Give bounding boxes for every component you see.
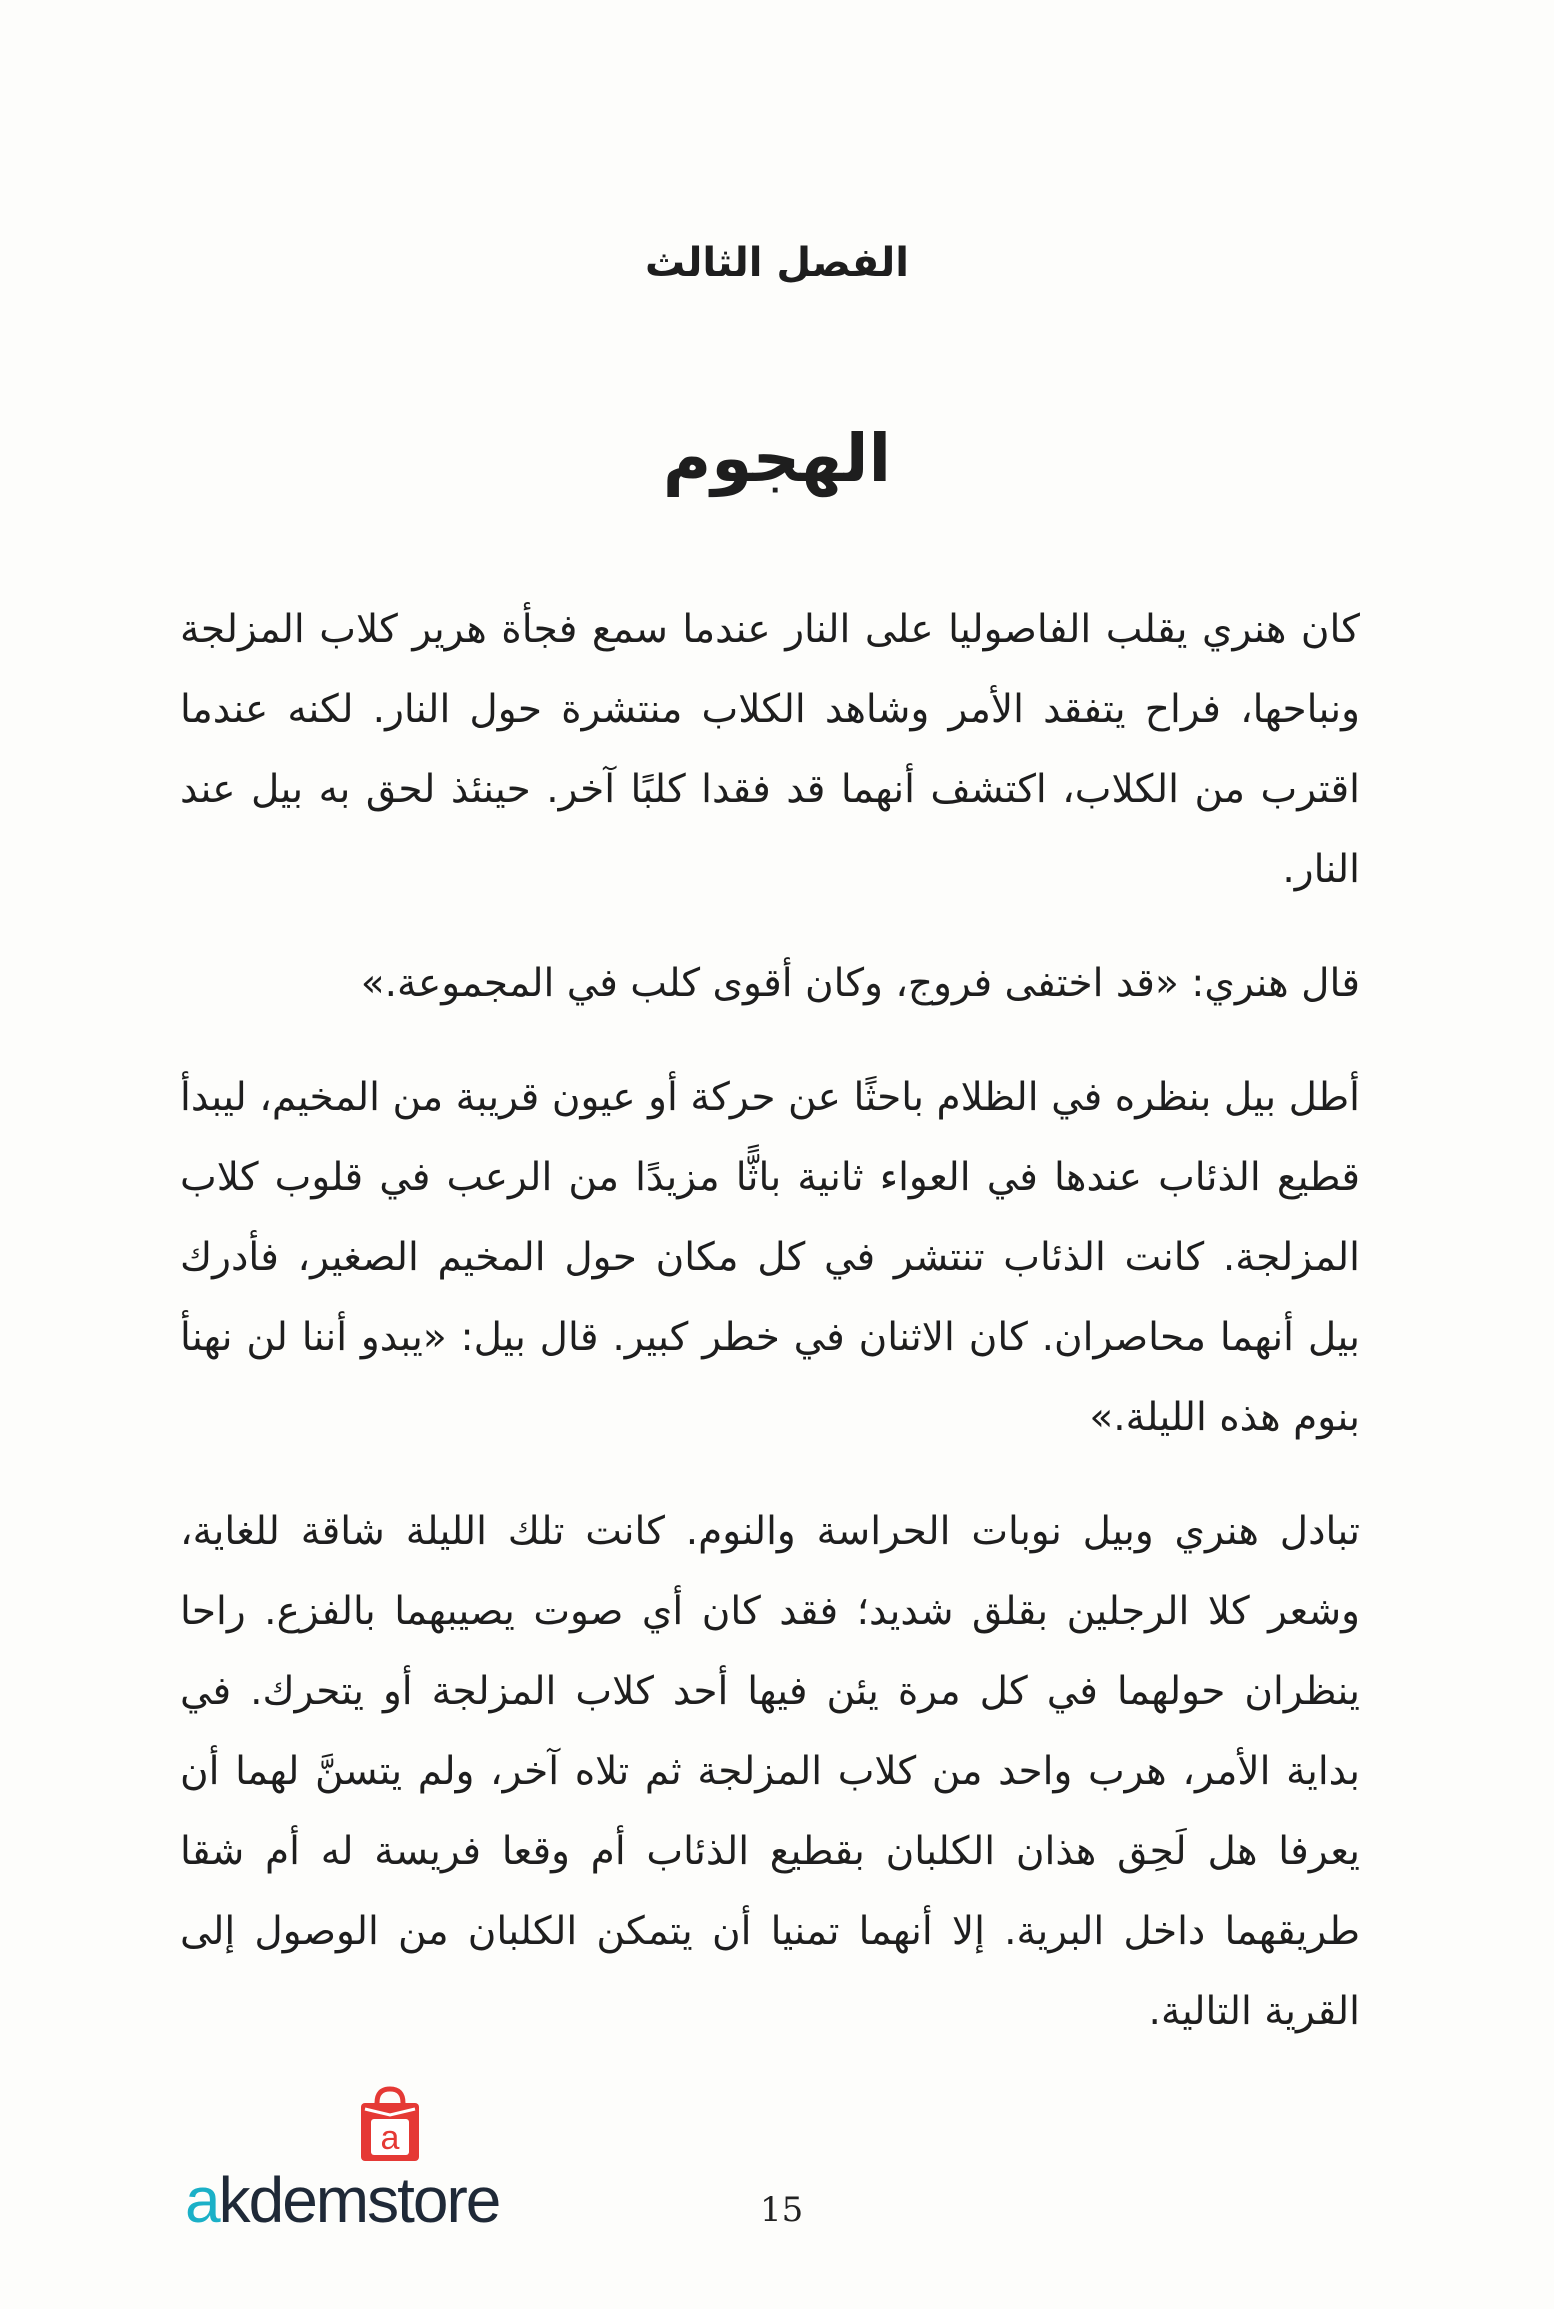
logo-icon-letter: a: [380, 2119, 400, 2157]
chapter-body: [180, 590, 1360, 2086]
paragraph: قال هنري: «قد اختفى فروج، وكان أقوى كلب في المجموعة.»: [360, 961, 1360, 1006]
book-bag-icon: [355, 2085, 425, 2165]
page-number: 15: [760, 2190, 804, 2230]
store-name-first: a: [185, 2164, 219, 2236]
chapter-title: الهجوم: [662, 420, 892, 497]
chapter-label: الفصل الثالث: [644, 240, 909, 286]
paragraph: أطل بيل بنظره في الظلام باحثًا عن حركة أو عيون قريبة من المخيم، ليبدأ قطيع الذئاب عندها في العواء ثانية باثًّا مزيدًا من الرعب في قلوب كلاب المزلجة. كانت الذئاب تنتشر في كل مكان حول المخيم الصغير، فأدرك بيل أنهما محاصران. كان الاثنان في خطر كبير. قال بيل: «يبدو أننا لن نهنأ بنوم هذه الليلة.»: [180, 1075, 1360, 1440]
paragraph: كان هنري يقلب الفاصوليا على النار عندما سمع فجأة هرير كلاب المزلجة ونباحها، فراح يتفقد الأمر وشاهد الكلاب منتشرة حول النار. لكنه عندما اقترب من الكلاب، اكتشف أنهما قد فقدا كلبًا آخر. حينئذ لحق به بيل عند النار.: [180, 607, 1360, 892]
store-name: [185, 2163, 499, 2237]
paragraph: تبادل هنري وبيل نوبات الحراسة والنوم. كانت تلك الليلة شاقة للغاية، وشعر كلا الرجلين بقلق شديد؛ فقد كان أي صوت يصيبهما بالفزع. راحا ينظران حولهما في كل مرة يئن فيها أحد كلاب المزلجة أو يتحرك. في بداية الأمر، هرب واحد من كلاب المزلجة ثم تلاه آخر، ولم يتسنَّ لهما أن يعرفا هل لَحِق هذان الكلبان بقطيع الذئاب أم وقعا فريسة له أم شقا طريقهما داخل البرية. إلا أنهما تمنيا أن يتمكن الكلبان من الوصول إلى القرية التالية.: [180, 1509, 1360, 2034]
store-logo: [185, 2085, 625, 2236]
store-name-rest: kdemstore: [218, 2164, 500, 2236]
